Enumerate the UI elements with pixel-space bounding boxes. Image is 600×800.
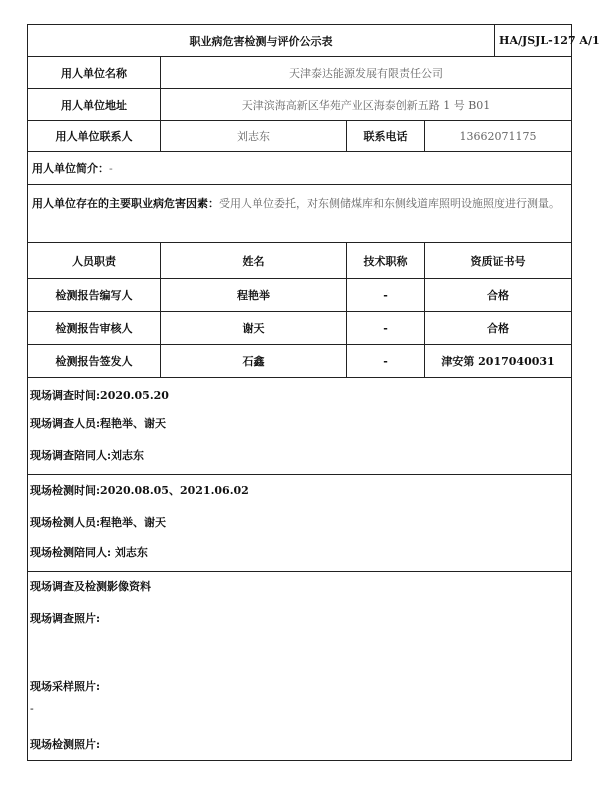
staff-header-title: 技术职称	[347, 243, 425, 279]
staff-header-name: 姓名	[161, 243, 347, 279]
staff-cert: 合格	[425, 279, 572, 312]
employer-name-label: 用人单位名称	[28, 57, 161, 89]
staff-header-role: 人员职责	[28, 243, 161, 279]
employer-intro-value: -	[109, 162, 113, 175]
staff-row	[28, 345, 572, 378]
hazard-value: 受用人单位委托，对东侧储煤库和东侧线道库照明设施照度进行测量。	[219, 197, 560, 210]
staff-title: -	[347, 345, 425, 378]
staff-name: 谢天	[161, 312, 347, 345]
inspection-staff: 现场检测人员:程艳举、谢天	[30, 516, 167, 529]
form-table	[27, 24, 600, 761]
hazard-label: 用人单位存在的主要职业病危害因素：	[32, 197, 219, 210]
staff-name: 程艳举	[161, 279, 347, 312]
employer-contact-label: 用人单位联系人	[28, 121, 161, 152]
staff-row	[28, 312, 572, 345]
inspection-photos-label: 现场检测照片:	[30, 738, 101, 751]
images-section-title: 现场调查及检测影像资料	[30, 580, 151, 593]
survey-time: 现场调查时间:2020.05.20	[30, 389, 169, 402]
staff-cert: 津安第 2017040031	[425, 345, 572, 378]
survey-photos-label: 现场调查照片:	[30, 612, 101, 625]
employer-intro	[28, 152, 572, 185]
hazard-factors	[28, 185, 572, 243]
sampling-photos-placeholder: -	[30, 702, 34, 715]
inspection-escort: 现场检测陪同人: 刘志东	[30, 546, 148, 559]
employer-intro-label: 用人单位简介：	[32, 162, 109, 175]
form-title: 职业病危害检测与评价公示表	[28, 25, 495, 57]
employer-contact-value: 刘志东	[161, 121, 347, 152]
staff-row	[28, 279, 572, 312]
staff-title: -	[347, 312, 425, 345]
phone-label: 联系电话	[347, 121, 425, 152]
staff-cert: 合格	[425, 312, 572, 345]
employer-address-value: 天津滨海高新区华苑产业区海泰创新五路 1 号 B01	[161, 89, 572, 121]
employer-name-value: 天津泰达能源发展有限责任公司	[161, 57, 572, 89]
disclosure-form	[27, 24, 600, 761]
employer-address-label: 用人单位地址	[28, 89, 161, 121]
images-section	[28, 572, 572, 761]
inspection-section	[28, 475, 572, 572]
phone-value: 13662071175	[425, 121, 572, 152]
survey-section	[28, 378, 572, 475]
staff-header-cert: 资质证书号	[425, 243, 572, 279]
staff-role: 检测报告签发人	[28, 345, 161, 378]
document-number: HA/JSJL-127 A/1	[495, 25, 572, 57]
inspection-time: 现场检测时间:2020.08.05、2021.06.02	[30, 484, 249, 497]
staff-title: -	[347, 279, 425, 312]
staff-name: 石鑫	[161, 345, 347, 378]
survey-staff: 现场调查人员:程艳举、谢天	[30, 417, 167, 430]
staff-role: 检测报告编写人	[28, 279, 161, 312]
staff-role: 检测报告审核人	[28, 312, 161, 345]
survey-escort: 现场调查陪同人:刘志东	[30, 449, 145, 462]
sampling-photos-label: 现场采样照片:	[30, 680, 101, 693]
